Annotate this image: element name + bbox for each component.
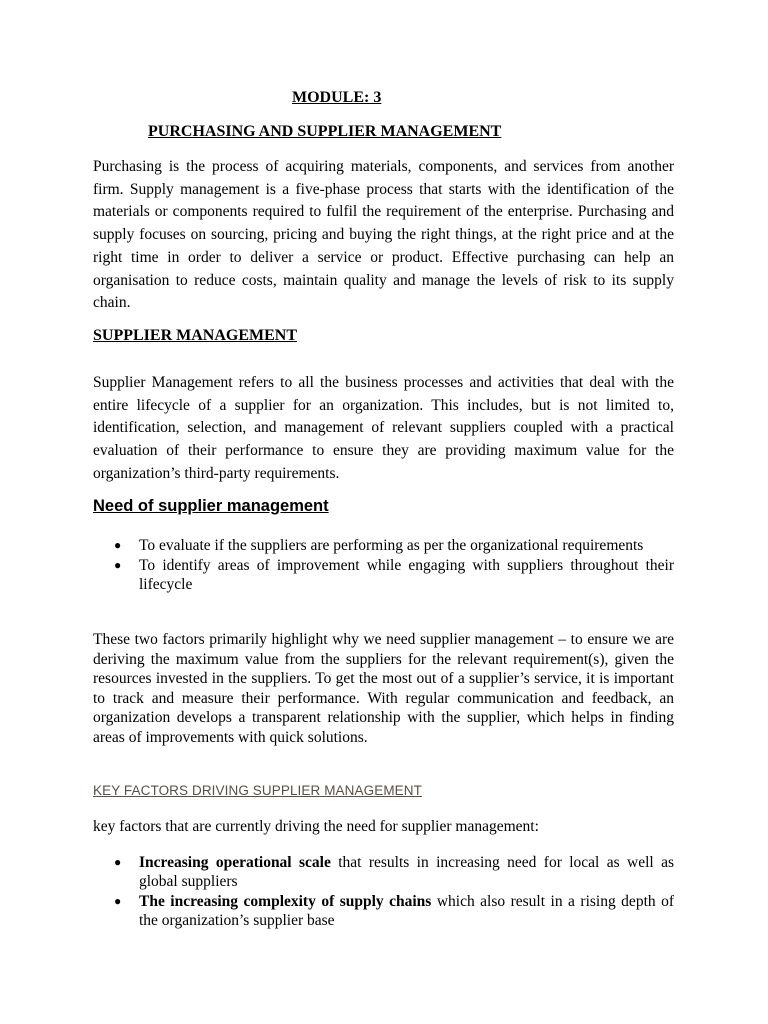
key-factor-text: that results in increasing need for local as well as global suppliers [139,854,674,890]
module-title: MODULE: 3 [292,89,382,106]
key-factors-heading: KEY FACTORS DRIVING SUPPLIER MANAGEMENT [93,783,422,798]
intro-paragraph: Purchasing is the process of acquiring materials, components, and services from another firm. Supply management is a five-phase process that starts with the identification of the materials or components required to fulfil the requirement of the enterprise. Purchasing and supply focuses on sourcing, pricing and buying the right things, at the right price and at the right time in order to deliver a service or product. Effective purchasing can help an organisation to reduce costs, maintain quality and manage the levels of risk to its supply chain. [93,158,674,312]
list-item [93,536,674,555]
need-bullet-text: To identify areas of improvement while engaging with suppliers throughout their lifecycle [139,557,674,593]
main-heading: PURCHASING AND SUPPLIER MANAGEMENT [148,123,502,140]
bullet-icon: ● [114,894,122,908]
list-item [93,556,674,594]
supplier-management-heading: SUPPLIER MANAGEMENT [93,327,298,344]
list-item [93,892,674,930]
key-factor-bold: Increasing operational scale [139,854,331,871]
list-item [93,853,674,891]
key-factors-intro: key factors that are currently driving the need for supplier management: [93,818,539,835]
need-bullet-text: To evaluate if the suppliers are performing as per the organizational requirements [139,537,644,554]
bullet-icon: ● [114,855,122,869]
key-factor-text: which also result in a rising depth of the organization’s supplier base [139,893,675,929]
bullet-icon: ● [114,558,122,572]
bullet-icon: ● [114,538,122,552]
key-factors-list [93,853,674,930]
supplier-management-paragraph: Supplier Management refers to all the business processes and activities that deal with the entire lifecycle of a supplier for an organization. This includes, but is not limited to, identification, selection, and management of relevant suppliers coupled with a practical evaluation of their performance to ensure they are providing maximum value for the organization’s third-party requirements. [93,374,674,482]
need-paragraph: These two factors primarily highlight why we need supplier management – to ensure we are deriving the maximum value from the suppliers for the relevant requirement(s), given the resources invested in the suppliers. To get the most out of a supplier’s service, it is important to track and measure their performance. With regular communication and feedback, an organization develops a transparent relationship with the supplier, which helps in finding areas of improvements with quick solutions. [93,631,674,746]
need-bullet-list [93,536,674,594]
key-factor-bold: The increasing complexity of supply chains [139,893,432,910]
need-heading: Need of supplier management [93,497,329,515]
